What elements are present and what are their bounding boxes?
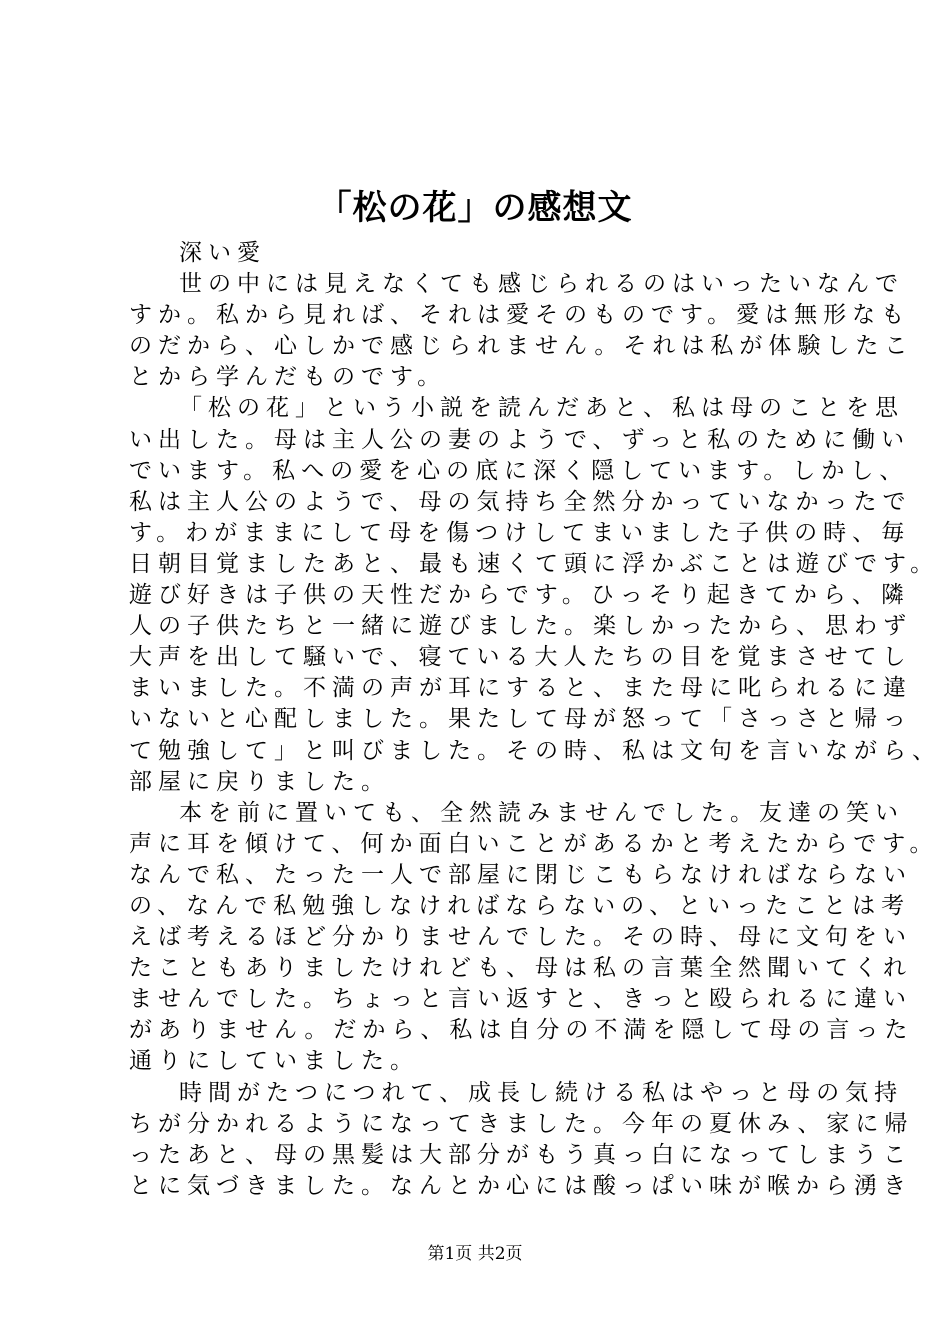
paragraph-2-line-5: す。わがままにして母を傷つけしてまいました子供の時、毎 (129, 519, 911, 546)
paragraph-1-line-4: とから学んだものです。 (129, 364, 447, 391)
paragraph-2-line-9: 大声を出して騒いで、寝ている大人たちの目を覚まさせてし (129, 644, 912, 671)
page-number-label: 第1页 (427, 1244, 473, 1264)
paragraph-2-line-1: 「松の花」という小説を読んだあと、私は母のことを思 (179, 395, 904, 422)
paragraph-3-line-1: 本を前に置いても、全然読みませんでした。友達の笑い (179, 799, 904, 826)
paragraph-2-line-12: て勉強して」と叫びました。その時、私は文句を言いながら、 (129, 737, 941, 764)
paragraph-2-line-8: 人の子供たちと一緒に遊びました。楽しかったから、思わず (129, 613, 912, 640)
paragraph-4-line-3: ったあと、母の黒髪は大部分がもう真っ白になってしまうこ (129, 1141, 912, 1168)
paragraph-3-line-8: がありません。だから、私は自分の不満を隠して母の言った (129, 1017, 914, 1044)
paragraph-3-line-7: ませんでした。ちょっと言い返すと、きっと殴られるに違い (129, 986, 912, 1013)
paragraph-1-line-2: すか。私から見れば、それは愛そのものです。愛は無形なも (129, 302, 911, 329)
paragraph-3-line-3: なんで私、たった一人で部屋に閉じこもらなければならない (129, 861, 912, 888)
paragraph-3-line-4: の、なんで私勉強しなければならないの、といったことは考 (129, 892, 911, 919)
paragraph-2-line-10: まいました。不満の声が耳にすると、また母に叱られるに違 (129, 675, 912, 702)
paragraph-2-line-3: でいます。私への愛を心の底に深く隠しています。しかし、 (129, 457, 909, 484)
paragraph-2-line-7: 遊び好きは子供の天性だからです。ひっそり起きてから、隣 (129, 582, 910, 609)
paragraph-3-line-5: えば考えるほど分かりませんでした。その時、母に文句をい (129, 924, 912, 951)
paragraph-3-line-6: たこともありましたけれども、母は私の言葉全然聞いてくれ (129, 955, 912, 982)
paragraph-2-line-6: 日朝目覚ましたあと、最も速くて頭に浮かぶことは遊びです。 (129, 550, 940, 577)
paragraph-1-line-3: のだから、心しかで感じられません。それは私が体験したこ (129, 333, 914, 360)
paragraph-2-line-11: いないと心配しました。果たして母が怒って「さっさと帰っ (129, 706, 912, 733)
paragraph-4-line-1: 時間がたつにつれて、成長し続ける私はやっと母の気持 (179, 1079, 904, 1106)
paragraph-2-line-4: 私は主人公のようで、母の気持ち全然分かっていなかったで (129, 488, 912, 515)
paragraph-4-line-4: とに気づきました。なんとか心には酸っぱい味が喉から湧き (129, 1172, 912, 1199)
paragraph-4-line-2: ちが分かれるようになってきました。今年の夏休み、家に帰 (129, 1110, 914, 1137)
paragraph-2-line-13: 部屋に戻りました。 (129, 768, 390, 795)
page-footer (0, 1242, 950, 1266)
total-pages-label: 共2页 (477, 1244, 523, 1264)
paragraph-3-line-9: 通りにしていました。 (129, 1048, 419, 1075)
document-subtitle: 深い愛 (179, 240, 266, 266)
document-body (129, 238, 941, 1202)
paragraph-1-line-1: 世の中には見えなくても感じられるのはいったいなんで (179, 271, 904, 298)
paragraph-3-line-2: 声に耳を傾けて、何か面白いことがあるかと考えたからです。 (129, 830, 939, 857)
document-title: 「松の花」の感想文 (317, 188, 633, 228)
paragraph-2-line-2: い出した。母は主人公の妻のようで、ずっと私のために働い (129, 426, 911, 453)
